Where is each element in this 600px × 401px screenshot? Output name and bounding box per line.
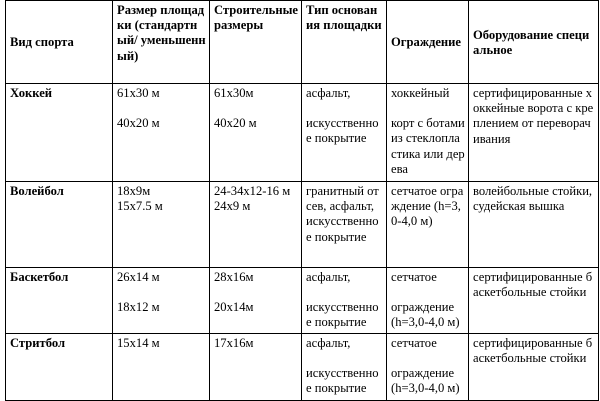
court-size-standard: 18x9м: [117, 184, 151, 198]
sports-facilities-table: [5, 0, 599, 401]
court-size-standard: 26x14 м: [117, 270, 160, 284]
base-type-secondary: искусственное покрытие: [306, 366, 379, 396]
cell-base-type: [302, 334, 387, 401]
header-sport: Вид спорта: [6, 1, 113, 84]
header-base-type: Тип основания площадки: [302, 1, 387, 84]
cell-court-size: [113, 182, 210, 268]
cell-sport: Стритбол: [6, 334, 113, 401]
cell-base-type: [302, 84, 387, 182]
table-header-row: [6, 1, 599, 84]
cell-equipment: волейбольные стойки, судейская вышка: [469, 182, 599, 268]
base-type-primary: асфальт,: [306, 336, 351, 350]
cell-build-size: [210, 182, 302, 268]
cell-court-size: [113, 268, 210, 334]
court-size-standard: 61x30 м: [117, 86, 160, 100]
cell-fence: [387, 268, 469, 334]
table-row-basketball: [6, 268, 599, 334]
build-size-reduced: 20x14м: [214, 300, 254, 315]
cell-base-type: [302, 268, 387, 334]
fence-secondary: ограждение (h=3,0-4,0 м): [391, 366, 460, 396]
build-size-standard: 17x16м: [214, 336, 254, 350]
cell-equipment: сертифицированные баскетбольные стойки: [469, 334, 599, 401]
fence-primary: сетчатое: [391, 270, 437, 284]
table-row-hockey: [6, 84, 599, 182]
cell-build-size: [210, 268, 302, 334]
build-size-reduced: 40x20 м: [214, 116, 257, 131]
court-size-reduced: 15x7.5 м: [117, 199, 163, 214]
base-type-primary: асфальт,: [306, 270, 351, 284]
cell-equipment: сертифицированные баскетбольные стойки: [469, 268, 599, 334]
build-size-standard: 28x16м: [214, 270, 254, 284]
table-row-streetball: [6, 334, 599, 401]
header-build-size: Строительные размеры: [210, 1, 302, 84]
fence-primary: хоккейный: [391, 86, 450, 100]
header-equipment: Оборудование специальное: [469, 1, 599, 84]
base-type-secondary: искусственное покрытие: [306, 300, 379, 330]
cell-court-size: [113, 334, 210, 401]
fence-secondary: ограждение (h=3,0-4,0 м): [391, 300, 460, 330]
build-size-reduced: 24x9 м: [214, 199, 251, 214]
court-size-standard: 15x14 м: [117, 336, 160, 350]
court-size-reduced: 40x20 м: [117, 116, 160, 131]
cell-sport: Хоккей: [6, 84, 113, 182]
base-type-secondary: искусственное покрытие: [306, 116, 379, 146]
header-court-size: Размер площадки (стандартный/ уменьшенный): [113, 1, 210, 84]
cell-court-size: [113, 84, 210, 182]
build-size-standard: 61x30м: [214, 86, 254, 100]
cell-sport: Волейбол: [6, 182, 113, 268]
fence-primary: сетчатое: [391, 336, 437, 350]
cell-fence: [387, 84, 469, 182]
cell-fence: [387, 334, 469, 401]
cell-base-type: гранитный отсев, асфальт, искусственное покрытие: [302, 182, 387, 268]
cell-sport: Баскетбол: [6, 268, 113, 334]
header-fence: Ограждение: [387, 1, 469, 84]
cell-fence: сетчатое ограждение (h=3,0-4,0 м): [387, 182, 469, 268]
cell-build-size: [210, 334, 302, 401]
cell-equipment: сертифицированные хоккейные ворота с креплением от переворачивания: [469, 84, 599, 182]
build-size-standard: 24-34x12-16 м: [214, 184, 291, 198]
base-type-primary: асфальт,: [306, 86, 351, 100]
court-size-reduced: 18x12 м: [117, 300, 160, 315]
table-row-volleyball: [6, 182, 599, 268]
sports-facilities-table-page: [5, 0, 598, 400]
cell-build-size: [210, 84, 302, 182]
fence-secondary: корт с ботами из стеклопластика или дерева: [391, 116, 468, 176]
